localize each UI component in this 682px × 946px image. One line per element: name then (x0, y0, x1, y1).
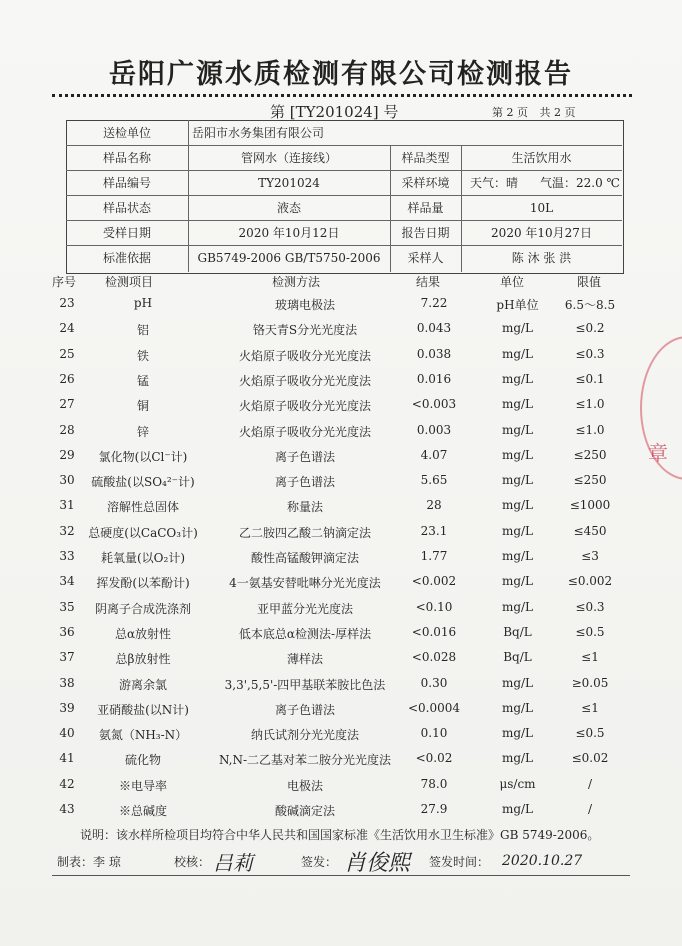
cell-result: 0.038 (416, 346, 452, 361)
cell-result: 0.043 (416, 321, 452, 336)
cell-unit: mg/L (501, 473, 534, 488)
cell-result: <0.002 (411, 574, 457, 589)
cell-method: 离子色谱法 (274, 702, 335, 717)
table-row (0, 673, 682, 698)
cell-limit: ≤0.2 (575, 321, 605, 336)
sampler-value: 陈 沐 张 洪 (511, 251, 572, 265)
name-label: 样品名称 (102, 151, 151, 165)
cell-result: <0.0004 (407, 700, 461, 715)
cell-no: 35 (59, 599, 75, 614)
cell-item: 阴离子合成洗涤剂 (94, 601, 191, 616)
table-row (0, 698, 682, 723)
env-label: 采样环境 (401, 176, 450, 190)
table-row (0, 546, 682, 571)
cell-no: 42 (59, 776, 75, 791)
table-row (0, 622, 682, 647)
cell-method: 低本底总α检测法-厚样法 (238, 626, 372, 641)
conclusion-note: 说明：该水样所检项目均符合中华人民共和国国家标准《生活饮用水卫生标准》GB 5749-2006。 (80, 828, 600, 842)
table-row (0, 597, 682, 622)
report-title: 岳阳广源水质检测有限公司检测报告 (109, 59, 573, 90)
table-row (0, 420, 682, 445)
cell-limit: 6.5～8.5 (564, 298, 616, 312)
sampler-label: 采样人 (407, 251, 444, 265)
table-row (0, 369, 682, 394)
header-result: 结果 (416, 275, 441, 289)
cell-result: 7.22 (420, 296, 448, 310)
cell-result: <0.10 (415, 599, 453, 614)
cell-limit: ≤0.3 (575, 599, 605, 614)
cell-item: 游离余氯 (118, 677, 167, 692)
table-row (0, 647, 682, 672)
header-no: 序号 (52, 275, 77, 289)
cell-limit: ≤1000 (569, 498, 611, 513)
signer-label: 签发： (301, 855, 338, 869)
title-divider (52, 94, 632, 97)
cell-unit: mg/L (501, 523, 534, 538)
cell-unit: mg/L (501, 371, 534, 386)
page-current: 第 2 页 (492, 106, 528, 119)
table-row (0, 318, 682, 343)
cell-method: 离子色谱法 (274, 475, 335, 490)
cell-unit: mg/L (501, 574, 534, 589)
seal-text: 章 (648, 441, 668, 465)
cell-unit: mg/L (501, 397, 534, 412)
cell-limit: ≤0.1 (575, 371, 605, 386)
cell-method: 火焰原子吸收分光光度法 (238, 399, 371, 414)
checker-signature: 吕莉 (213, 851, 253, 875)
cell-limit: ≤0.02 (571, 751, 609, 766)
table-row (0, 293, 682, 318)
cell-result: 1.77 (420, 549, 448, 563)
cell-no: 40 (59, 726, 75, 741)
cell-unit: mg/L (501, 726, 534, 741)
cell-item: 硫酸盐(以SO₄²⁻计) (91, 475, 195, 490)
cell-limit: ≤0.3 (575, 346, 605, 361)
cell-no: 37 (59, 650, 75, 665)
cell-method: 铬天青S分光光度法 (252, 323, 358, 338)
table-row (0, 571, 682, 596)
cell-unit: mg/L (501, 422, 534, 437)
unit-label: 送检单位 (102, 126, 151, 140)
table-row (0, 748, 682, 773)
cell-unit: pH单位 (496, 298, 539, 312)
header-item: 检测项目 (105, 275, 154, 289)
recv-label: 受样日期 (102, 226, 151, 240)
cell-no: 43 (59, 802, 75, 816)
cell-result: 0.016 (416, 371, 452, 386)
cell-item: 总α放射性 (114, 626, 172, 641)
cell-item: 锌 (136, 424, 149, 439)
report-date-label: 报告日期 (401, 226, 450, 240)
cell-item: ※电导率 (118, 778, 167, 793)
cell-limit: ≥0.05 (571, 675, 609, 690)
env-temp: 气温：22.0 ℃ (540, 176, 620, 190)
cell-item: ※总碱度 (118, 804, 167, 818)
cell-result: <0.003 (411, 397, 457, 412)
cell-result: 0.30 (420, 675, 448, 690)
cell-no: 34 (59, 574, 75, 589)
cell-result: 23.1 (420, 523, 448, 538)
cell-unit: mg/L (501, 599, 534, 614)
cell-item: 铜 (136, 399, 149, 414)
cell-no: 25 (59, 346, 75, 361)
cell-result: 27.9 (420, 802, 448, 816)
cell-limit: ≤1.0 (575, 397, 605, 412)
cell-item: 锰 (136, 373, 149, 388)
cell-limit: ≤1 (581, 700, 599, 715)
table-row (0, 521, 682, 546)
cell-item: 铁 (136, 348, 149, 363)
cell-item: 亚硝酸盐(以N计) (97, 702, 189, 717)
cell-no: 33 (59, 549, 75, 563)
cell-no: 38 (59, 675, 75, 690)
cell-limit: / (587, 776, 593, 791)
date-value: 2020.10.27 (502, 853, 583, 869)
table-row (0, 394, 682, 419)
table-row (0, 495, 682, 520)
cell-limit: ≤3 (581, 549, 599, 563)
cell-unit: mg/L (501, 321, 534, 336)
table-row (0, 445, 682, 470)
page-total: 共 2 页 (539, 106, 576, 119)
date-label: 签发时间： (429, 855, 490, 869)
type-value: 生活饮用水 (511, 151, 572, 165)
cell-result: <0.02 (415, 751, 453, 766)
page-info (492, 104, 584, 120)
table-row (0, 470, 682, 495)
state-value: 液态 (276, 201, 301, 215)
cell-method: 火焰原子吸收分光光度法 (238, 348, 371, 363)
cell-no: 28 (59, 422, 75, 437)
cell-result: 78.0 (420, 776, 448, 791)
cell-no: 39 (59, 700, 75, 715)
cell-result: 0.003 (416, 422, 452, 437)
cell-limit: ≤1 (581, 650, 599, 665)
cell-item: 铝 (136, 323, 149, 338)
name-value: 管网水（连接线） (240, 151, 337, 165)
cell-unit: Bq/L (503, 624, 532, 639)
cell-method: 3,3',5,5'-四甲基联苯胺比色法 (224, 677, 386, 692)
std-value: GB5749-2006 GB/T5750-2006 (197, 251, 381, 265)
recv-value: 2020 年10月12日 (238, 226, 340, 240)
cell-unit: μs/cm (499, 776, 536, 791)
cell-no: 29 (59, 447, 75, 462)
header-limit: 限值 (577, 275, 602, 289)
cell-unit: mg/L (501, 549, 534, 563)
env-weather: 天气：晴 (470, 176, 519, 190)
sample-no-label: 样品编号 (102, 176, 151, 190)
table-row (0, 799, 682, 824)
header-method: 检测方法 (272, 275, 321, 289)
table-row (0, 774, 682, 799)
cell-item: 氯化物(以Cl⁻计) (98, 449, 188, 464)
sample-no-value: TY201024 (258, 176, 320, 190)
cell-limit: ≤1.0 (575, 422, 605, 437)
cell-method: 薄样法 (286, 652, 323, 667)
maker: 制表：李 琼 (57, 855, 121, 869)
cell-unit: mg/L (501, 751, 534, 766)
cell-result: 5.65 (420, 473, 448, 488)
cell-no: 41 (59, 751, 75, 766)
cell-no: 31 (59, 498, 75, 513)
report-date-value: 2020 年10月27日 (491, 226, 592, 240)
cell-item: 氨氮（NH₃-N） (98, 728, 188, 743)
cell-unit: Bq/L (503, 650, 532, 665)
cell-result: <0.016 (411, 624, 457, 639)
report-number: 第 [TY201024] 号 (270, 103, 399, 121)
cell-item: 挥发酚(以苯酚计) (96, 576, 190, 591)
cell-method: 酸性高锰酸钾滴定法 (250, 551, 359, 565)
cell-no: 27 (59, 397, 75, 412)
signer-signature: 肖俊熙 (344, 851, 411, 876)
cell-method: 火焰原子吸收分光光度法 (238, 424, 371, 439)
cell-result: 28 (426, 498, 442, 513)
checker-label: 校核： (174, 855, 211, 869)
unit-value: 岳阳市水务集团有限公司 (192, 126, 325, 140)
cell-limit: ≤250 (573, 447, 607, 462)
cell-no: 26 (59, 371, 75, 386)
qty-label: 样品量 (407, 201, 444, 215)
cell-unit: mg/L (501, 675, 534, 690)
cell-item: 硫化物 (124, 753, 161, 768)
cell-item: 总硬度(以CaCO₃计) (88, 525, 198, 540)
cell-limit: ≤0.5 (575, 624, 605, 639)
cell-item: 耗氧量(以O₂计) (100, 551, 185, 565)
cell-method: 称量法 (286, 500, 323, 515)
cell-unit: mg/L (501, 447, 534, 462)
cell-result: <0.028 (411, 650, 457, 665)
cell-method: 纳氏试剂分光光度法 (250, 728, 359, 743)
cell-limit: ≤250 (573, 473, 607, 488)
cell-unit: mg/L (501, 700, 534, 715)
cell-limit: ≤450 (573, 523, 607, 538)
cell-unit: mg/L (501, 498, 534, 513)
qty-value: 10L (529, 201, 554, 215)
cell-item: pH (133, 296, 153, 310)
std-label: 标准依据 (102, 251, 151, 265)
cell-limit: ≤0.5 (575, 726, 605, 741)
cell-item: 总β放射性 (115, 652, 171, 667)
cell-method: 亚甲蓝分光光度法 (256, 601, 353, 616)
table-row (0, 723, 682, 748)
cell-no: 23 (59, 296, 75, 310)
signature-line (52, 875, 630, 876)
table-row (0, 344, 682, 369)
cell-method: N,N-二乙基对苯二胺分光光度法 (218, 753, 392, 768)
cell-method: 火焰原子吸收分光光度法 (238, 373, 371, 388)
cell-unit: mg/L (501, 802, 534, 816)
cell-result: 4.07 (420, 447, 448, 462)
cell-item: 溶解性总固体 (106, 500, 179, 515)
type-label: 样品类型 (401, 151, 450, 165)
state-label: 样品状态 (102, 201, 151, 215)
cell-no: 36 (59, 624, 75, 639)
cell-method: 酸碱滴定法 (274, 804, 335, 818)
cell-method: 4一氨基安替吡啉分光光度法 (229, 576, 381, 591)
cell-method: 电极法 (286, 778, 323, 793)
cell-method: 离子色谱法 (274, 449, 335, 464)
cell-limit: / (587, 802, 593, 816)
cell-no: 30 (59, 473, 75, 488)
cell-unit: mg/L (501, 346, 534, 361)
cell-result: 0.10 (420, 726, 448, 741)
cell-method: 乙二胺四乙酸二钠滴定法 (238, 525, 371, 540)
cell-no: 32 (59, 523, 75, 538)
cell-limit: ≤0.002 (567, 574, 613, 589)
cell-method: 玻璃电极法 (274, 298, 335, 312)
cell-no: 24 (59, 321, 75, 336)
header-unit: 单位 (500, 275, 525, 289)
